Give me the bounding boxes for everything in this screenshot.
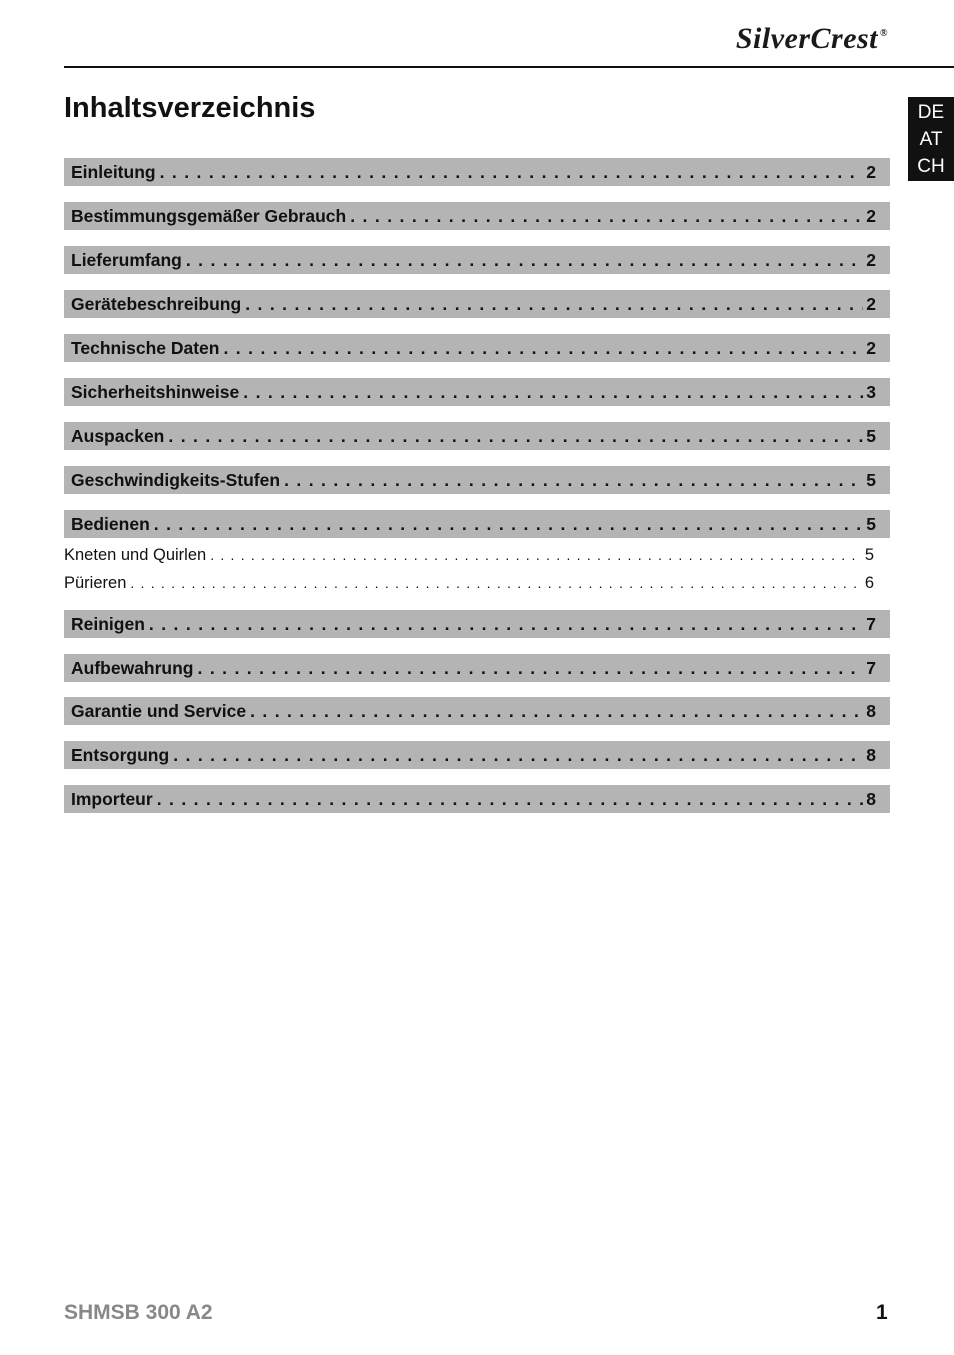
- toc-entry[interactable]: [64, 741, 890, 769]
- toc-entry-page: 2: [866, 161, 876, 182]
- toc-entry[interactable]: [64, 466, 890, 494]
- toc-subentry-label: Pürieren: [64, 573, 127, 592]
- toc-entry[interactable]: [64, 378, 890, 406]
- toc-leader-dots: [350, 206, 863, 227]
- toc-entry[interactable]: [64, 290, 890, 318]
- toc-entry-label: Garantie und Service: [71, 700, 247, 721]
- toc-subentry-page: 5: [864, 545, 874, 564]
- toc-subentry[interactable]: [64, 541, 890, 569]
- toc-entry-page: 2: [866, 337, 876, 358]
- toc-entry-label: Auspacken: [71, 425, 165, 446]
- footer-page-number: 1: [876, 1301, 888, 1324]
- toc-leader-dots: [245, 294, 863, 315]
- toc-entry-label: Bestimmungsgemäßer Gebrauch: [71, 205, 347, 226]
- toc-entry-page: 5: [866, 425, 876, 446]
- toc-subentry[interactable]: [64, 569, 890, 597]
- language-tab: [908, 97, 954, 181]
- toc-leader-dots: [149, 614, 863, 635]
- toc-subentry-page: 6: [864, 573, 874, 592]
- toc-entry-label: Entsorgung: [71, 744, 170, 765]
- toc-entry[interactable]: [64, 654, 890, 682]
- toc-entry-label: Bedienen: [71, 513, 150, 534]
- brand-name: SilverCrest: [735, 22, 879, 55]
- toc-leader-dots: [186, 250, 863, 271]
- toc-leader-dots: [173, 745, 863, 766]
- toc-entry[interactable]: [64, 610, 890, 638]
- toc-entry-page: 2: [866, 293, 876, 314]
- toc-entry[interactable]: [64, 334, 890, 362]
- toc-leader-dots: [210, 547, 862, 563]
- toc-entry[interactable]: [64, 785, 890, 813]
- toc-leader-dots: [198, 658, 864, 679]
- toc-entry-label: Aufbewahrung: [71, 657, 194, 678]
- toc-entry[interactable]: [64, 246, 890, 274]
- toc-entry-label: Technische Daten: [71, 337, 220, 358]
- toc-entry-page: 8: [866, 788, 876, 809]
- toc-entry-page: 3: [866, 381, 876, 402]
- toc-entry-label: Geschwindigkeits-Stufen: [71, 469, 281, 490]
- toc-entry-page: 8: [866, 744, 876, 765]
- header-rule: [64, 66, 954, 68]
- brand-logo: [736, 22, 888, 56]
- footer-model-number: SHMSB 300 A2: [64, 1301, 213, 1324]
- toc-entry[interactable]: [64, 510, 890, 538]
- toc-entry-page: 7: [866, 613, 876, 634]
- toc-leader-dots: [250, 701, 863, 722]
- toc-entry-page: 5: [866, 469, 876, 490]
- toc-entry[interactable]: [64, 158, 890, 186]
- language-code: AT: [919, 128, 943, 150]
- toc-entry-page: 2: [866, 249, 876, 270]
- toc-entry-label: Importeur: [71, 788, 153, 809]
- language-code: CH: [917, 155, 945, 177]
- toc-entry-page: 5: [866, 513, 876, 534]
- toc-entry[interactable]: [64, 422, 890, 450]
- toc-entry-label: Gerätebeschreibung: [71, 293, 242, 314]
- language-code: DE: [917, 101, 945, 123]
- toc-entry-label: Lieferumfang: [71, 249, 182, 270]
- toc-leader-dots: [243, 382, 863, 403]
- toc-entry-label: Sicherheitshinweise: [71, 381, 240, 402]
- toc-entry-page: 2: [866, 205, 876, 226]
- toc-leader-dots: [130, 575, 861, 591]
- toc-entry[interactable]: [64, 697, 890, 725]
- registered-mark: ®: [880, 28, 888, 39]
- toc-leader-dots: [168, 426, 863, 447]
- toc-leader-dots: [284, 470, 863, 491]
- toc-leader-dots: [157, 789, 864, 810]
- toc-leader-dots: [223, 338, 863, 359]
- toc-entry[interactable]: [64, 202, 890, 230]
- toc-leader-dots: [160, 162, 864, 183]
- toc-entry-page: 8: [866, 700, 876, 721]
- page-title: Inhaltsverzeichnis: [64, 92, 316, 124]
- toc-entry-label: Einleitung: [71, 161, 156, 182]
- toc-entry-page: 7: [866, 657, 876, 678]
- toc-entry-label: Reinigen: [71, 613, 145, 634]
- toc-leader-dots: [154, 514, 863, 535]
- toc-subentry-label: Kneten und Quirlen: [64, 545, 207, 564]
